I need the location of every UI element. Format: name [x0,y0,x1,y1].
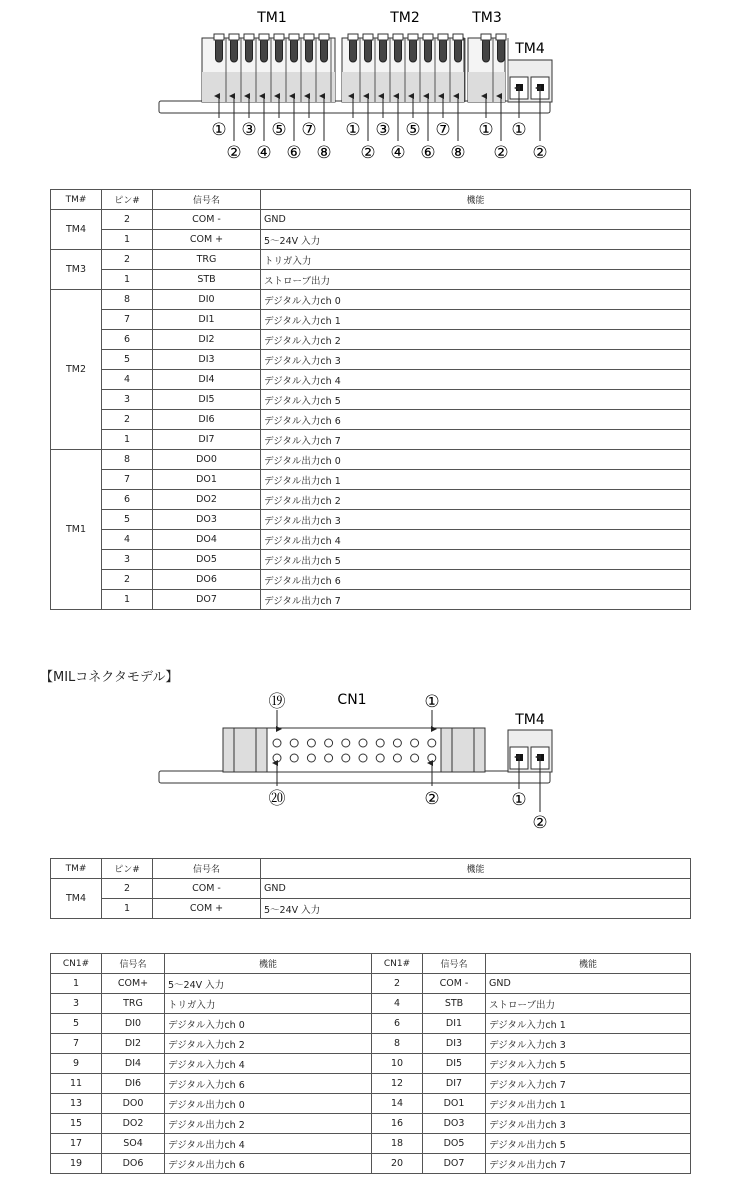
function-cell: デジタル出力ch 2 [261,490,691,510]
tm-cell: TM4 [51,879,102,919]
pin-number-label: ① [478,120,494,140]
connector-pin-hole [359,739,367,747]
function-cell: デジタル入力ch 6 [261,410,691,430]
terminal-screw [380,38,387,62]
table-row [51,974,691,994]
function-cell: デジタル入力ch 7 [261,430,691,450]
function-cell: デジタル入力ch 4 [165,1054,372,1074]
signal-cell: DI1 [153,310,261,330]
pin-cell: 2 [102,570,153,590]
table-row [51,530,691,550]
pin-cell: 6 [102,330,153,350]
signal-cell: DO5 [153,550,261,570]
tm-cell: TM4 [51,210,102,250]
pin-number-label: ⑥ [420,143,436,163]
table-row [51,570,691,590]
table-row [51,310,691,330]
function-cell: デジタル入力ch 4 [261,370,691,390]
pin-cell: 5 [102,510,153,530]
cn1-pin-cell: 8 [372,1034,423,1054]
tm4-pin2-label: ② [532,813,548,833]
function-cell: デジタル出力ch 4 [261,530,691,550]
table-row [51,290,691,310]
function-cell: デジタル出力ch 3 [261,510,691,530]
pin-number-label: ⑦ [301,120,317,140]
table-row [51,1154,691,1174]
function-cell: デジタル入力ch 0 [165,1014,372,1034]
terminal-screw [410,38,417,62]
function-cell: トリガ入力 [261,250,691,270]
cn1-pin-cell: 3 [51,994,102,1014]
function-cell: デジタル出力ch 1 [486,1094,691,1114]
function-cell: GND [261,879,691,899]
signal-cell: DI1 [423,1014,486,1034]
signal-cell: DI3 [153,350,261,370]
pin-cell: 1 [102,590,153,610]
col-signal: 信号名 [153,859,261,879]
connector-pin-hole [307,739,315,747]
connector-pin-hole [325,754,333,762]
pin-cell: 3 [102,390,153,410]
tm-cell: TM2 [51,290,102,450]
mil-tm4-table [50,858,691,919]
connector-pin-hole [290,739,298,747]
cn1-table [50,953,691,1174]
connector-pin-hole [325,739,333,747]
pin-number-label: ① [211,120,227,140]
function-cell: デジタル入力ch 2 [261,330,691,350]
connector-pin-hole [359,754,367,762]
function-cell: デジタル入力ch 5 [486,1054,691,1074]
cn1-pin-cell: 15 [51,1114,102,1134]
pin-cell: 2 [102,210,153,230]
terminal-screw [261,38,268,62]
pin-cell: 4 [102,370,153,390]
table-row [51,1134,691,1154]
pin-number-label: ③ [241,120,257,140]
cn1-pin-cell: 1 [51,974,102,994]
cn1-pin-cell: 4 [372,994,423,1014]
signal-cell: STB [423,994,486,1014]
pin-cell: 3 [102,550,153,570]
col-signal: 信号名 [153,190,261,210]
function-cell: デジタル入力ch 5 [261,390,691,410]
cn1-pin-cell: 6 [372,1014,423,1034]
function-cell: デジタル出力ch 0 [261,450,691,470]
pin1-label: ① [424,692,440,712]
cn1-pin-cell: 13 [51,1094,102,1114]
pin-number-label: ② [226,143,242,163]
col-cn1-left: CN1# [51,954,102,974]
signal-cell: TRG [153,250,261,270]
signal-cell: DI2 [153,330,261,350]
table-header-row [51,859,691,879]
signal-cell: DI7 [153,430,261,450]
terminal-table [50,189,691,610]
signal-cell: DO0 [153,450,261,470]
connector-pin-hole [393,754,401,762]
pin-number-label: ④ [256,143,272,163]
table-row [51,490,691,510]
signal-cell: COM + [153,899,261,919]
mil-model-title: 【MILコネクタモデル】 [40,670,179,685]
function-cell: デジタル出力ch 4 [165,1134,372,1154]
function-cell: ストローブ出力 [486,994,691,1014]
pin-number-label: ⑧ [450,143,466,163]
signal-cell: COM - [423,974,486,994]
tm1-label: TM1 [257,10,287,26]
connector-pin-hole [342,754,350,762]
signal-cell: DO4 [153,530,261,550]
table-header-row [51,954,691,974]
connector-pin-hole [411,739,419,747]
table-row [51,899,691,919]
function-cell: デジタル出力ch 3 [486,1114,691,1134]
signal-cell: DO7 [423,1154,486,1174]
connector-pin-hole [393,739,401,747]
signal-cell: DO6 [102,1154,165,1174]
function-cell: デジタル出力ch 2 [165,1114,372,1134]
table-row [51,390,691,410]
cn1-pin-cell: 5 [51,1014,102,1034]
cn1-pin-cell: 14 [372,1094,423,1114]
table-row [51,1094,691,1114]
pin-number-label: ③ [375,120,391,140]
mil-tm4-label: TM4 [515,712,545,728]
signal-cell: DI3 [423,1034,486,1054]
connector-pin-hole [307,754,315,762]
function-cell: デジタル入力ch 0 [261,290,691,310]
tm4-pin1-label: ① [511,790,527,810]
pin-number-label: ① [511,120,527,140]
cn1-pin-cell: 11 [51,1074,102,1094]
terminal-screw [350,38,357,62]
pin-cell: 4 [102,530,153,550]
cn1-pin-cell: 19 [51,1154,102,1174]
function-cell: デジタル入力ch 3 [486,1034,691,1054]
table-row [51,350,691,370]
table-header-row [51,190,691,210]
table-row [51,1034,691,1054]
cn1-pin-cell: 16 [372,1114,423,1134]
function-cell: GND [486,974,691,994]
pin-cell: 1 [102,230,153,250]
signal-cell: DO3 [423,1114,486,1134]
signal-cell: DO2 [153,490,261,510]
terminal-screw [276,38,283,62]
signal-cell: STB [153,270,261,290]
table-row [51,1054,691,1074]
table-row [51,250,691,270]
pin-cell: 2 [102,410,153,430]
connector-pin-hole [376,739,384,747]
mil-connector-diagram [0,685,730,835]
table-row [51,510,691,530]
table-row [51,410,691,430]
mil-pcb-board [159,771,550,783]
pin-cell: 1 [102,430,153,450]
cn1-pin-cell: 9 [51,1054,102,1074]
connector-pin-hole [428,754,436,762]
tm2-label: TM2 [390,10,420,26]
pin-number-label: ⑥ [286,143,302,163]
col-function: 機能 [261,859,691,879]
function-cell: 5～24V 入力 [165,974,372,994]
pin-cell: 1 [102,270,153,290]
function-cell: デジタル出力ch 5 [261,550,691,570]
table-row [51,879,691,899]
pin20-label: ⑳ [268,789,286,809]
terminal-screw [216,38,223,62]
function-cell: デジタル入力ch 3 [261,350,691,370]
connector-pin-hole [290,754,298,762]
terminal-screw [321,38,328,62]
table-row [51,470,691,490]
cn1-pin-cell: 17 [51,1134,102,1154]
signal-cell: DO2 [102,1114,165,1134]
connector-pin-hole [342,739,350,747]
function-cell: デジタル出力ch 6 [165,1154,372,1174]
pin-cell: 8 [102,450,153,470]
col-tm: TM# [51,859,102,879]
table-row [51,430,691,450]
function-cell: デジタル出力ch 1 [261,470,691,490]
terminal-screw [440,38,447,62]
col-function: 機能 [261,190,691,210]
signal-cell: DO1 [423,1094,486,1114]
signal-cell: DI7 [423,1074,486,1094]
cn1-pin-cell: 20 [372,1154,423,1174]
terminal-screw [498,38,505,62]
signal-cell: DO5 [423,1134,486,1154]
connector-pin-hole [428,739,436,747]
terminal-screw [291,38,298,62]
pin-number-label: ⑧ [316,143,332,163]
signal-cell: DO6 [153,570,261,590]
signal-cell: DI0 [153,290,261,310]
connector-pin-hole [273,754,281,762]
cn1-label: CN1 [337,692,367,708]
terminal-screw [246,38,253,62]
function-cell: デジタル入力ch 1 [486,1014,691,1034]
function-cell: デジタル出力ch 5 [486,1134,691,1154]
pin-cell: 5 [102,350,153,370]
function-cell: デジタル入力ch 7 [486,1074,691,1094]
terminal-screw [483,38,490,62]
pin-cell: 1 [102,899,153,919]
terminal-screw [455,38,462,62]
cn1-pin-cell: 7 [51,1034,102,1054]
table-row [51,1114,691,1134]
terminal-screw [425,38,432,62]
table-row [51,590,691,610]
function-cell: デジタル出力ch 0 [165,1094,372,1114]
pin-cell: 2 [102,250,153,270]
signal-cell: COM+ [102,974,165,994]
pin-cell: 7 [102,470,153,490]
signal-cell: DI4 [153,370,261,390]
pin-number-label: ② [532,143,548,163]
signal-cell: DI6 [153,410,261,430]
col-signal-left: 信号名 [102,954,165,974]
function-cell: デジタル出力ch 6 [261,570,691,590]
col-signal-right: 信号名 [423,954,486,974]
connector-pin-hole [376,754,384,762]
pin-number-label: ⑤ [271,120,287,140]
function-cell: ストローブ出力 [261,270,691,290]
function-cell: デジタル出力ch 7 [486,1154,691,1174]
table-row [51,370,691,390]
signal-cell: TRG [102,994,165,1014]
terminal-screw [365,38,372,62]
col-cn1-right: CN1# [372,954,423,974]
signal-cell: COM - [153,879,261,899]
signal-cell: DI4 [102,1054,165,1074]
pin-number-label: ④ [390,143,406,163]
terminal-screw [395,38,402,62]
table-row [51,550,691,570]
table-row [51,1074,691,1094]
connector-pin-hole [411,754,419,762]
signal-cell: SO4 [102,1134,165,1154]
col-tm: TM# [51,190,102,210]
pin-cell: 8 [102,290,153,310]
table-row [51,994,691,1014]
pin-cell: 2 [102,879,153,899]
table-row [51,210,691,230]
pcb-board [159,101,550,113]
signal-cell: DI2 [102,1034,165,1054]
signal-cell: DI6 [102,1074,165,1094]
table-row [51,270,691,290]
terminal-screw [306,38,313,62]
signal-cell: DI5 [423,1054,486,1074]
function-cell: 5～24V 入力 [261,230,691,250]
pin-number-label: ② [493,143,509,163]
pin-number-label: ⑤ [405,120,421,140]
pin-number-label: ① [345,120,361,140]
col-function-left: 機能 [165,954,372,974]
tm4-label: TM4 [515,41,545,57]
function-cell: 5～24V 入力 [261,899,691,919]
function-cell: デジタル入力ch 1 [261,310,691,330]
col-function-right: 機能 [486,954,691,974]
cn1-pin-cell: 12 [372,1074,423,1094]
tm3-label: TM3 [472,10,502,26]
table-row [51,1014,691,1034]
pin-number-label: ⑦ [435,120,451,140]
function-cell: デジタル出力ch 7 [261,590,691,610]
col-pin: ピン# [102,190,153,210]
function-cell: デジタル入力ch 6 [165,1074,372,1094]
signal-cell: DO0 [102,1094,165,1114]
table-row [51,330,691,350]
terminal-block-diagram [0,0,730,175]
cn1-pin-cell: 2 [372,974,423,994]
pin19-label: ⑲ [268,692,286,712]
signal-cell: DO3 [153,510,261,530]
pin-cell: 7 [102,310,153,330]
signal-cell: DO7 [153,590,261,610]
terminal-screw [231,38,238,62]
function-cell: トリガ入力 [165,994,372,1014]
signal-cell: COM - [153,210,261,230]
function-cell: GND [261,210,691,230]
pin-number-label: ② [360,143,376,163]
function-cell: デジタル入力ch 2 [165,1034,372,1054]
connector-pin-hole [273,739,281,747]
signal-cell: COM + [153,230,261,250]
col-pin: ピン# [102,859,153,879]
signal-cell: DI0 [102,1014,165,1034]
table-row [51,230,691,250]
cn1-pin-cell: 10 [372,1054,423,1074]
tm-cell: TM1 [51,450,102,610]
pin2-label: ② [424,789,440,809]
pin-cell: 6 [102,490,153,510]
table-row [51,450,691,470]
tm-cell: TM3 [51,250,102,290]
signal-cell: DO1 [153,470,261,490]
cn1-pin-cell: 18 [372,1134,423,1154]
signal-cell: DI5 [153,390,261,410]
